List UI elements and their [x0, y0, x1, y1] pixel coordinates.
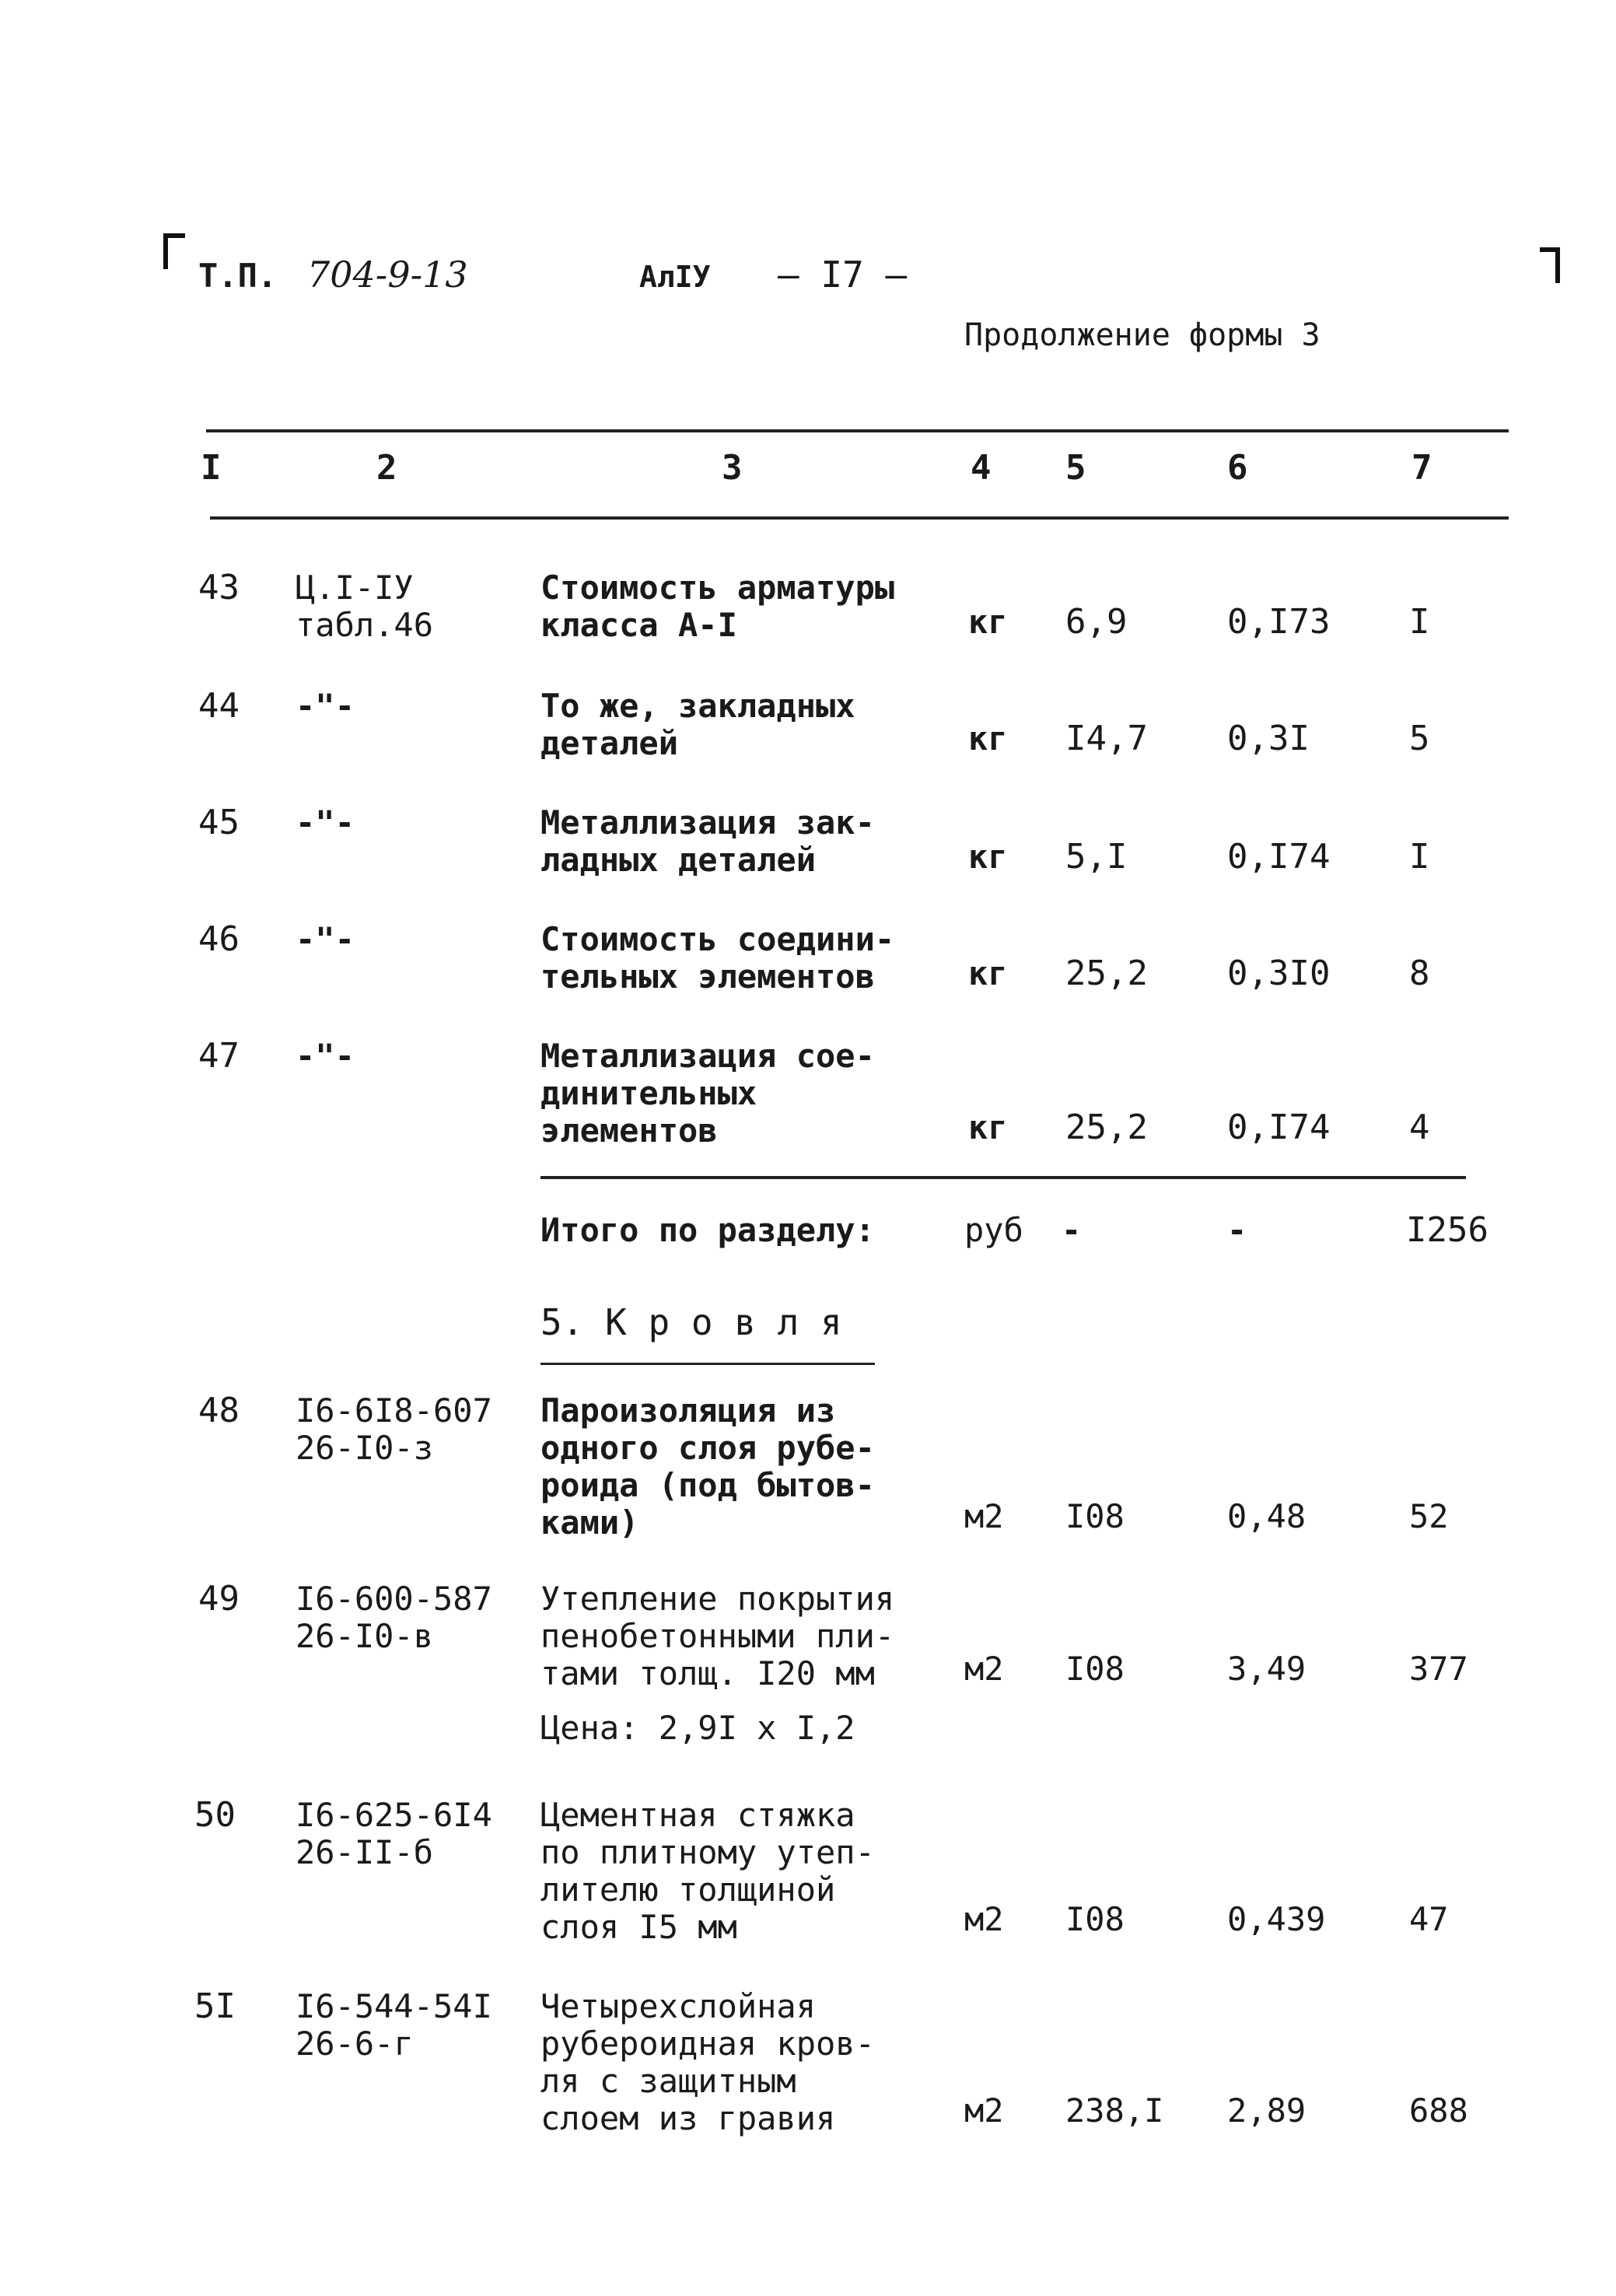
album-label: АлIУ — [639, 260, 711, 294]
table-row-44-price: 0,3I — [1227, 719, 1310, 758]
subtotal-price: - — [1227, 1211, 1247, 1249]
table-row-47-total: 4 — [1409, 1108, 1430, 1147]
table-row-48-description: Пароизоляция из одного слоя рубе- роида (под бытов- ками) — [540, 1391, 875, 1542]
table-row-50-reference: I6-625-6I4 26-II-б — [296, 1796, 492, 1871]
table-row-43-quantity: 6,9 — [1065, 602, 1128, 642]
table-row-49-description: Утепление покрытия пенобетонными пли- тами толщ. I20 мм — [540, 1580, 895, 1692]
table-row-49-reference: I6-600-587 26-I0-в — [296, 1580, 492, 1655]
table-row-49-total: 377 — [1409, 1650, 1468, 1688]
table-row-45-quantity: 5,I — [1065, 837, 1128, 877]
table-row-51-description: Четырехслойная рубероидная кров- ля с защитным слоем из гравия — [540, 1987, 875, 2137]
table-row-43-number: 43 — [198, 568, 240, 607]
col-head-4: 4 — [971, 448, 992, 488]
table-row-45-description: Металлизация зак- ладных деталей — [540, 803, 875, 879]
table-row-45-number: 45 — [198, 803, 240, 842]
col-head-1: I — [201, 448, 222, 488]
table-row-50-description: Цементная стяжка по плитному утеп- лителю толщиной слоя I5 мм — [540, 1796, 875, 1946]
corner-mark-left — [163, 233, 185, 269]
table-row-50-price: 0,439 — [1227, 1900, 1326, 1938]
table-row-44-description: То же, закладных деталей — [540, 687, 855, 762]
table-row-48-number: 48 — [198, 1391, 240, 1430]
table-top-rule — [206, 429, 1509, 432]
table-row-46-quantity: 25,2 — [1065, 954, 1148, 993]
table-row-44-total: 5 — [1409, 719, 1430, 758]
subtotal-rule — [540, 1176, 1466, 1179]
col-head-5: 5 — [1065, 448, 1086, 488]
table-row-46-description: Стоимость соедини- тельных элементов — [540, 920, 895, 996]
table-row-47-price: 0,I74 — [1227, 1108, 1331, 1147]
table-row-44-number: 44 — [198, 686, 240, 726]
table-row-49-quantity: I08 — [1065, 1650, 1125, 1688]
table-row-44-reference: -"- — [296, 687, 355, 725]
table-row-51-quantity: 238,I — [1065, 2091, 1164, 2130]
corner-mark-right — [1540, 247, 1560, 283]
table-row-49-unit: м2 — [964, 1650, 1004, 1688]
table-row-48-unit: м2 — [964, 1497, 1004, 1535]
table-row-50-number: 50 — [194, 1795, 236, 1835]
subtotal-label: Итого по разделу: — [540, 1211, 875, 1249]
col-head-7: 7 — [1411, 448, 1432, 488]
table-row-48-price: 0,48 — [1227, 1497, 1306, 1535]
subtotal-unit: руб — [964, 1211, 1023, 1249]
page-number: — I7 — — [778, 254, 908, 296]
table-row-50-quantity: I08 — [1065, 1900, 1125, 1938]
table-row-51-unit: м2 — [964, 2091, 1004, 2130]
table-row-51-reference: I6-544-54I 26-6-г — [296, 1987, 492, 2063]
header-bottom-rule — [210, 516, 1509, 520]
table-row-44-unit: кг — [968, 719, 1008, 758]
table-row-46-reference: -"- — [296, 920, 355, 958]
table-row-43-description: Стоимость арматуры класса А-I — [540, 569, 895, 644]
col-head-2: 2 — [376, 448, 397, 488]
table-row-50-total: 47 — [1409, 1900, 1449, 1938]
subtotal-total: I256 — [1406, 1210, 1488, 1250]
table-row-46-number: 46 — [198, 919, 240, 959]
table-row-47-reference: -"- — [296, 1037, 355, 1075]
table-row-51-number: 5I — [194, 1986, 236, 2026]
table-row-48-total: 52 — [1409, 1497, 1449, 1535]
continuation-label: Продолжение формы 3 — [964, 317, 1320, 353]
col-head-6: 6 — [1227, 448, 1248, 488]
table-row-46-price: 0,3I0 — [1227, 954, 1331, 993]
table-row-51-total: 688 — [1409, 2091, 1468, 2130]
table-row-47-description: Металлизация сое- динительных элементов — [540, 1037, 875, 1150]
table-row-44-quantity: I4,7 — [1065, 719, 1148, 758]
table-row-50-unit: м2 — [964, 1900, 1004, 1938]
doc-number: 704-9-13 — [307, 254, 468, 296]
table-row-45-reference: -"- — [296, 803, 355, 842]
table-row-46-total: 8 — [1409, 954, 1430, 993]
table-row-43-unit: кг — [968, 603, 1008, 641]
col-head-3: 3 — [722, 448, 743, 488]
table-row-43-reference: Ц.I-IУ табл.46 — [296, 569, 434, 644]
table-row-45-unit: кг — [968, 838, 1008, 876]
table-row-47-quantity: 25,2 — [1065, 1108, 1148, 1147]
table-row-48-reference: I6-6I8-607 26-I0-з — [296, 1391, 492, 1467]
section-heading-underline — [540, 1363, 875, 1365]
table-row-51-price: 2,89 — [1227, 2091, 1306, 2130]
table-row-47-number: 47 — [198, 1036, 240, 1076]
table-row-49-price: 3,49 — [1227, 1650, 1306, 1688]
table-row-49-price-note: Цена: 2,9I x I,2 — [540, 1709, 855, 1747]
table-row-49-number: 49 — [198, 1579, 240, 1619]
subtotal-quantity: - — [1062, 1211, 1082, 1249]
table-row-43-price: 0,I73 — [1227, 602, 1331, 642]
table-row-43-total: I — [1409, 602, 1430, 642]
table-row-45-total: I — [1409, 837, 1430, 877]
table-row-47-unit: кг — [968, 1108, 1008, 1146]
doc-code: Т.П. — [198, 257, 278, 295]
table-row-48-quantity: I08 — [1065, 1497, 1125, 1535]
table-row-45-price: 0,I74 — [1227, 837, 1331, 877]
table-row-46-unit: кг — [968, 954, 1008, 992]
section-heading: 5. К р о в л я — [540, 1301, 842, 1343]
